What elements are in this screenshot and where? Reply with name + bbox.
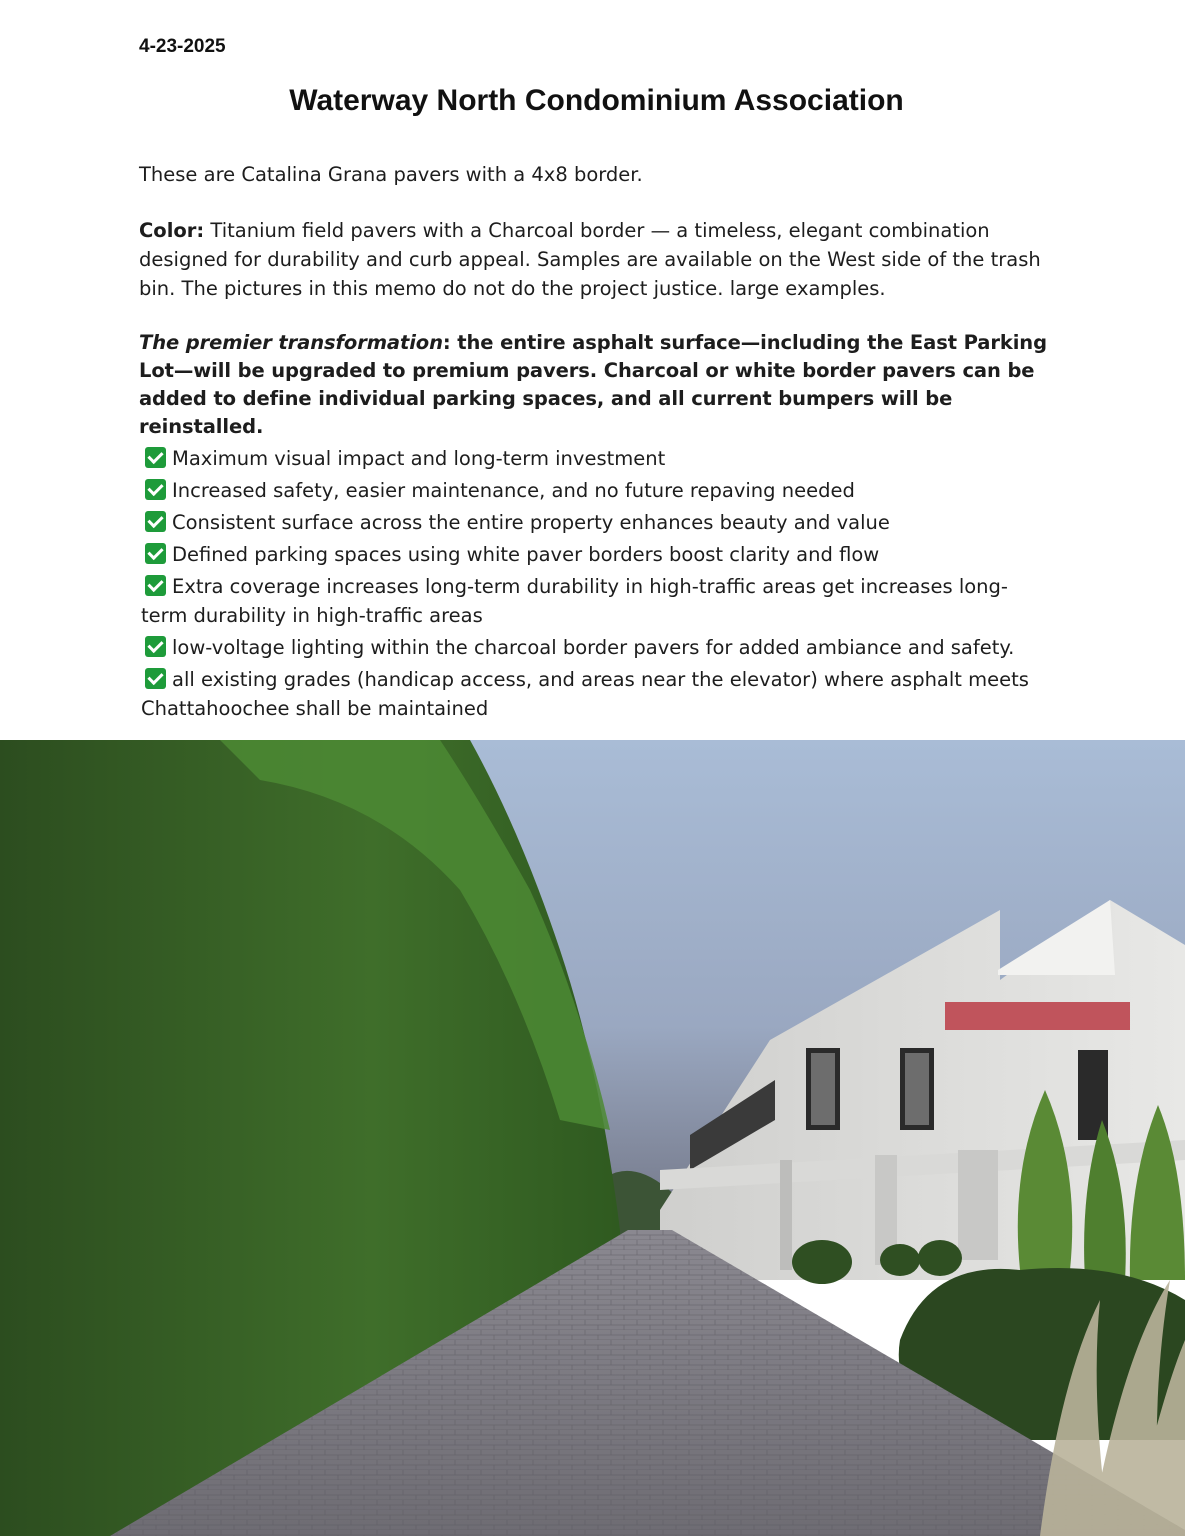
benefit-item (141, 540, 1051, 569)
premier-paragraph (139, 329, 1049, 441)
check-box-icon (145, 668, 166, 689)
benefit-text: Extra coverage increases long-term durability in high-traffic areas get increases long-term durability in high-traffic areas (141, 575, 1008, 627)
check-box-icon (145, 447, 166, 468)
color-text: Titanium field pavers with a Charcoal border — a timeless, elegant combination designed for durability and curb appeal. Samples are available on the West side of the trash bin. The pictures in this memo do not do the project justice. large examples. (139, 219, 1041, 300)
benefit-text: Maximum visual impact and long-term investment (172, 447, 666, 470)
benefit-text: low-voltage lighting within the charcoal border pavers for added ambiance and safety. (172, 636, 1015, 659)
check-box-icon (145, 636, 166, 657)
benefit-item (141, 633, 1051, 662)
memo-date: 4-23-2025 (139, 36, 226, 57)
benefit-text: Consistent surface across the entire property enhances beauty and value (172, 511, 890, 534)
check-box-icon (145, 543, 166, 564)
check-box-icon (145, 575, 166, 596)
benefit-item (141, 508, 1051, 537)
color-label: Color: (139, 219, 205, 242)
paver-rendering-photo (0, 740, 1185, 1536)
color-paragraph (139, 216, 1049, 303)
benefit-item (141, 572, 1051, 630)
shrub (918, 1240, 962, 1276)
premier-label: The premier transformation (139, 331, 443, 354)
benefit-text: all existing grades (handicap access, and areas near the elevator) where asphalt meets Chattahoochee shall be maintained (141, 668, 1029, 720)
shrub (880, 1244, 920, 1276)
check-box-icon (145, 479, 166, 500)
premier-text: : the entire asphalt surface—including the East Parking Lot—will be upgraded to premium pavers. Charcoal or white border pavers can be added to define individual parking spaces, and all current bumpers will be reinstalled. (139, 331, 1047, 438)
benefit-item (141, 665, 1051, 723)
benefit-text: Defined parking spaces using white paver borders boost clarity and flow (172, 543, 880, 566)
benefit-item (141, 444, 1051, 473)
intro-paragraph: These are Catalina Grana pavers with a 4x8 border. (139, 163, 643, 186)
benefit-text: Increased safety, easier maintenance, and no future repaving needed (172, 479, 855, 502)
benefits-list (141, 444, 1051, 726)
shrub (792, 1240, 852, 1284)
check-box-icon (145, 511, 166, 532)
memo-title: Waterway North Condominium Association (289, 84, 904, 117)
benefit-item (141, 476, 1051, 505)
